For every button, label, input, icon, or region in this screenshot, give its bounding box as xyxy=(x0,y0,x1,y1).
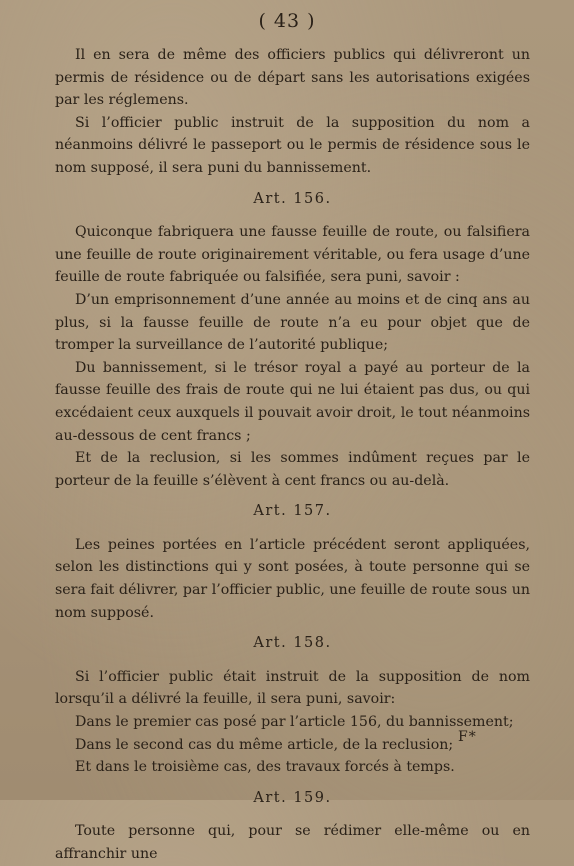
paragraph: D’un emprisonnement d’une année au moins et de cinq ans au plus, si la fausse feuille de route n’a eu pour objet que de tromper la surveillance de l’autorité publique; xyxy=(55,291,530,354)
paragraph: Dans le premier cas posé par l’article 156, du bannissement; xyxy=(75,714,514,731)
paragraph: Les peines portées en l’article précédent seront appliquées, selon les distinctions qui y sont posées, à toute personne qui se sera fait délivrer, par l’officier public, une feuille de route sous un nom supposé. xyxy=(55,536,530,621)
article-heading-157: Art. 157. xyxy=(253,503,332,520)
paragraph: Quiconque fabriquera une fausse feuille de route, ou falsifiera une feuille de route originairement véritable, ou fera usage d’une feuille de route fabriquée ou falsifiée, sera puni, savoir : xyxy=(55,224,530,286)
article-heading-158: Art. 158. xyxy=(253,635,332,652)
paragraph: Dans le second cas du même article, de la reclusion; xyxy=(75,736,454,753)
paragraph: Et de la reclusion, si les sommes indûment reçues par le porteur de la feuille s’élèvent à cent francs ou au-delà. xyxy=(55,450,530,489)
paragraph: Si l’officier public était instruit de la supposition de nom lorsqu’il a délivré la feuille, il sera puni, savoir: xyxy=(55,668,530,708)
paragraph: Et dans le troisième cas, des travaux forcés à temps. xyxy=(75,759,455,776)
paragraph: Il en sera de même des officiers publics qui délivreront un permis de résidence ou de départ sans les autorisations exigées par les réglemens. xyxy=(55,47,530,109)
paragraph: Toute personne qui, pour se rédimer elle-même ou en affranchir une xyxy=(55,823,530,862)
article-heading-156: Art. 156. xyxy=(253,190,332,207)
paragraph: Si l’officier public instruit de la supposition du nom a néanmoins délivré le passeport ou le permis de résidence sous le nom supposé, il sera puni du bannissement. xyxy=(55,114,530,176)
paragraph: Du bannissement, si le trésor royal a payé au porteur de la fausse feuille des frais de route qui ne lui étaient pas dus, ou qui excédaient ceux auxquels il pouvait avoir droit, le tout néanmoins au-dessous de cent francs ; xyxy=(55,359,530,444)
page-number: ( 43 ) xyxy=(258,10,316,32)
article-heading-159: Art. 159. xyxy=(253,789,332,806)
signature-mark: F* xyxy=(458,729,477,745)
